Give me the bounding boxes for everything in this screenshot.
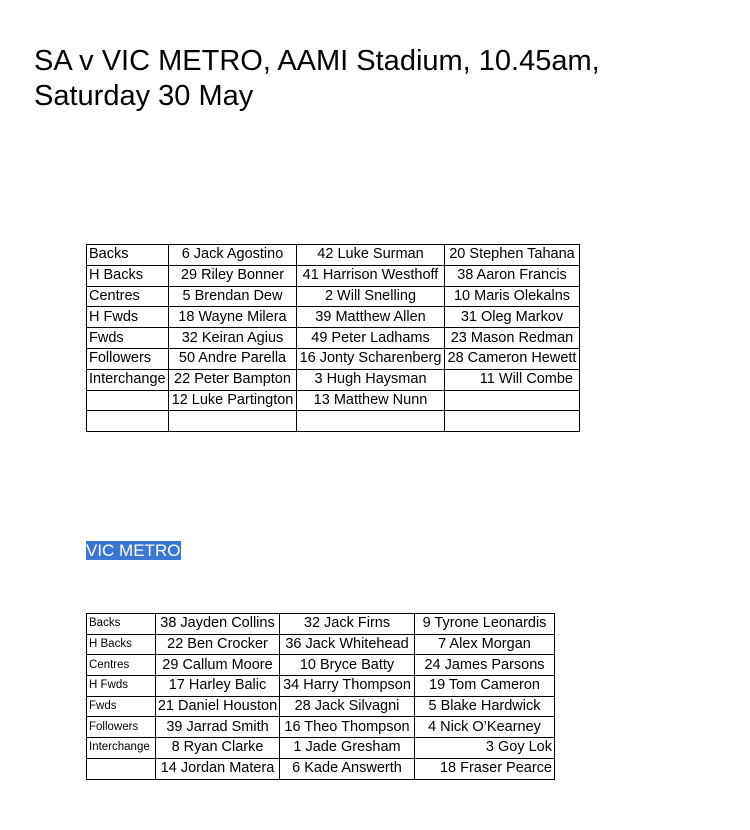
position-cell: Centres	[87, 655, 156, 676]
player-cell	[169, 411, 297, 432]
player-cell: 4 Nick O’Kearney	[415, 717, 555, 738]
position-cell: Centres	[87, 286, 169, 307]
player-cell	[445, 390, 580, 411]
position-cell: Interchange	[87, 369, 169, 390]
player-cell: 20 Stephen Tahana	[445, 245, 580, 266]
table-row	[87, 676, 555, 697]
position-cell	[87, 390, 169, 411]
player-cell: 18 Wayne Milera	[169, 307, 297, 328]
player-cell: 42 Luke Surman	[297, 245, 445, 266]
player-cell: 36 Jack Whitehead	[280, 634, 415, 655]
player-cell: 5 Blake Hardwick	[415, 696, 555, 717]
player-cell: 21 Daniel Houston	[156, 696, 280, 717]
player-cell: 16 Jonty Scharenberg	[297, 348, 445, 369]
player-cell: 3 Goy Lok	[415, 738, 555, 759]
player-cell: 10 Bryce Batty	[280, 655, 415, 676]
player-cell: 6 Kade Answerth	[280, 758, 415, 779]
table-row	[87, 655, 555, 676]
table-row	[87, 348, 580, 369]
position-cell: Interchange	[87, 738, 156, 759]
table-row	[87, 328, 580, 349]
sa-team-table	[86, 244, 580, 432]
player-cell: 34 Harry Thompson	[280, 676, 415, 697]
table-row	[87, 369, 580, 390]
position-cell: Followers	[87, 348, 169, 369]
player-cell: 11 Will Combe	[445, 369, 580, 390]
player-cell: 2 Will Snelling	[297, 286, 445, 307]
player-cell: 3 Hugh Haysman	[297, 369, 445, 390]
position-cell: H Backs	[87, 634, 156, 655]
position-cell: Followers	[87, 717, 156, 738]
position-cell: H Fwds	[87, 307, 169, 328]
player-cell: 29 Riley Bonner	[169, 265, 297, 286]
table-row	[87, 717, 555, 738]
player-cell	[297, 411, 445, 432]
player-cell: 28 Jack Silvagni	[280, 696, 415, 717]
player-cell: 39 Jarrad Smith	[156, 717, 280, 738]
player-cell: 19 Tom Cameron	[415, 676, 555, 697]
table-row	[87, 634, 555, 655]
player-cell: 6 Jack Agostino	[169, 245, 297, 266]
player-cell: 13 Matthew Nunn	[297, 390, 445, 411]
table-row	[87, 286, 580, 307]
player-cell: 8 Ryan Clarke	[156, 738, 280, 759]
position-cell: H Fwds	[87, 676, 156, 697]
document-title: SA v VIC METRO, AAMI Stadium, 10.45am, Saturday 30 May	[34, 45, 600, 112]
player-cell: 29 Callum Moore	[156, 655, 280, 676]
player-cell: 32 Jack Firns	[280, 614, 415, 635]
player-cell	[445, 411, 580, 432]
player-cell: 31 Oleg Markov	[445, 307, 580, 328]
player-cell: 28 Cameron Hewett	[445, 348, 580, 369]
player-cell: 5 Brendan Dew	[169, 286, 297, 307]
position-cell: Backs	[87, 245, 169, 266]
table-row	[87, 307, 580, 328]
player-cell: 39 Matthew Allen	[297, 307, 445, 328]
table-row	[87, 738, 555, 759]
player-cell: 17 Harley Balic	[156, 676, 280, 697]
player-cell: 24 James Parsons	[415, 655, 555, 676]
player-cell: 14 Jordan Matera	[156, 758, 280, 779]
table-row	[87, 758, 555, 779]
position-cell: Fwds	[87, 328, 169, 349]
player-cell: 22 Ben Crocker	[156, 634, 280, 655]
player-cell: 16 Theo Thompson	[280, 717, 415, 738]
position-cell	[87, 411, 169, 432]
table-row	[87, 390, 580, 411]
player-cell: 18 Fraser Pearce	[415, 758, 555, 779]
player-cell: 41 Harrison Westhoff	[297, 265, 445, 286]
vic-metro-team-table	[86, 613, 555, 780]
player-cell: 50 Andre Parella	[169, 348, 297, 369]
player-cell: 12 Luke Partington	[169, 390, 297, 411]
table-row	[87, 245, 580, 266]
player-cell: 38 Jayden Collins	[156, 614, 280, 635]
player-cell: 38 Aaron Francis	[445, 265, 580, 286]
table-row	[87, 696, 555, 717]
position-cell	[87, 758, 156, 779]
player-cell: 1 Jade Gresham	[280, 738, 415, 759]
table-row	[87, 614, 555, 635]
position-cell: Fwds	[87, 696, 156, 717]
player-cell: 9 Tyrone Leonardis	[415, 614, 555, 635]
player-cell: 49 Peter Ladhams	[297, 328, 445, 349]
player-cell: 32 Keiran Agius	[169, 328, 297, 349]
vic-metro-heading: VIC METRO	[86, 541, 181, 560]
table-row	[87, 411, 580, 432]
player-cell: 22 Peter Bampton	[169, 369, 297, 390]
player-cell: 10 Maris Olekalns	[445, 286, 580, 307]
player-cell: 23 Mason Redman	[445, 328, 580, 349]
table-row	[87, 265, 580, 286]
position-cell: Backs	[87, 614, 156, 635]
position-cell: H Backs	[87, 265, 169, 286]
player-cell: 7 Alex Morgan	[415, 634, 555, 655]
